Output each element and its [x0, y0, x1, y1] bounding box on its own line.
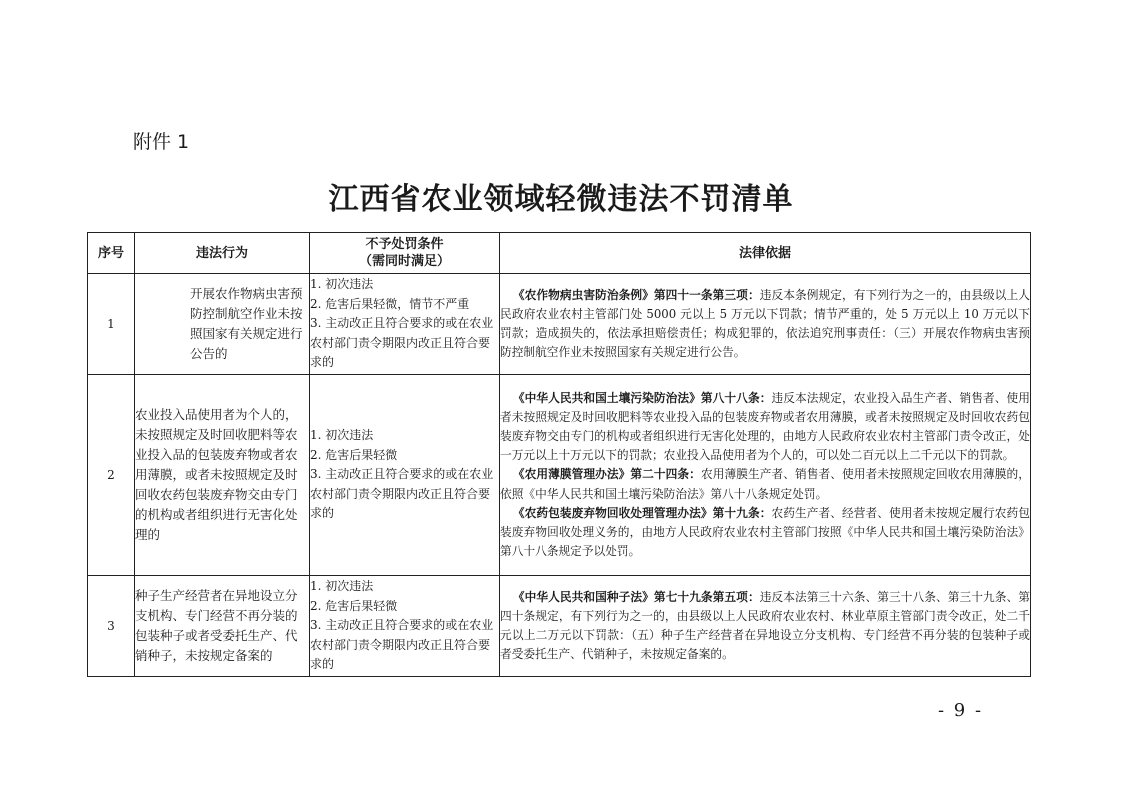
- row-cond: [310, 576, 500, 677]
- table-row: [88, 375, 1031, 576]
- cond-item: 2. 危害后果轻微，情节不严重: [310, 296, 470, 311]
- cond-item: 2. 危害后果轻微: [310, 447, 398, 462]
- basis-para: [500, 465, 1030, 503]
- row-act: 农业投入品使用者为个人的，未按照规定及时回收肥料等农业投入品的包装废弃物或者农用薄膜，或者未按照规定及时回收农药包装废弃物交由专门的机构或者组织进行无害化处理的: [135, 375, 310, 576]
- attachment-label: 附件 1: [133, 131, 190, 153]
- header-act: 违法行为: [135, 233, 310, 274]
- row-num: 3: [88, 576, 135, 677]
- law-text: 违反本条例规定，有下列行为之一的，由县级以上人民政府农业农村主管部门处 5000 元以上 5 万元以下罚款；情节严重的，处 5 万元以上 10 万元以下罚款；造成损失的，依法承担赔偿责任；构成犯罪的，依法追究刑事责任：（三）开展农作物病虫害预防控制航空作业未按照国家有关规定进行公告。: [500, 287, 1030, 360]
- law-ref: 《农药包装废弃物回收处理管理办法》第十九条：: [512, 505, 772, 520]
- table-row: [88, 576, 1031, 677]
- basis-para: [500, 588, 1030, 665]
- table-row: [88, 274, 1031, 375]
- law-ref: 《农用薄膜管理办法》第二十四条：: [512, 467, 701, 482]
- law-ref: 《农作物病虫害防治条例》第四十一条第三项：: [512, 287, 760, 302]
- cond-item: 2. 危害后果轻微: [310, 598, 398, 613]
- page-title: 江西省农业领域轻微违法不罚清单: [328, 182, 794, 217]
- header-basis: 法律依据: [500, 233, 1031, 274]
- cond-item: 3. 主动改正且符合要求的或在农业农村部门责令期限内改正且符合要求的: [310, 618, 494, 672]
- law-text: 违反本法第三十六条、第三十八条、第三十九条、第四十条规定，有下列行为之一的，由县级以上人民政府农业农村、林业草原主管部门责令改正，处二千元以上二万元以下罚款：（五）种子生产经营者在异地设立分支机构、专门经营不再分装的包装种子或者受委托生产、代销种子，未按规定备案的。: [500, 589, 1030, 662]
- law-ref: 《中华人民共和国土壤污染防治法》第八十八条：: [512, 390, 772, 405]
- basis-para: [500, 389, 1030, 466]
- row-num: 2: [88, 375, 135, 576]
- cond-item: 1. 初次违法: [310, 277, 374, 292]
- table-header-row: [88, 233, 1031, 274]
- law-text: 农用薄膜生产者、销售者、使用者未按照规定回收农用薄膜的，依照《中华人民共和国土壤污染防治法》第八十八条规定处罚。: [500, 467, 1030, 501]
- row-num: 1: [88, 274, 135, 375]
- header-cond-line1: 不予处罚条件: [365, 237, 444, 252]
- row-act: 开展农作物病虫害预防控制航空作业未按照国家有关规定进行公告的: [135, 274, 310, 375]
- cond-item: 1. 初次违法: [310, 579, 374, 594]
- header-cond-line2: （需同时满足）: [358, 254, 450, 269]
- cond-item: 1. 初次违法: [310, 428, 374, 443]
- row-cond: [310, 375, 500, 576]
- minor-violation-table: [87, 232, 1031, 677]
- law-text: 农药生产者、经营者、使用者未按规定履行农药包装废弃物回收处理义务的，由地方人民政府农业农村主管部门按照《中华人民共和国土壤污染防治法》第八十八条规定予以处罚。: [500, 505, 1030, 559]
- cond-item: 3. 主动改正且符合要求的或在农业农村部门责令期限内改正且符合要求的: [310, 467, 494, 521]
- law-text: 违反本法规定，农业投入品生产者、销售者、使用者未按照规定及时回收肥料等农业投入品的包装废弃物或者农用薄膜，或者未按照规定及时回收农药包装废弃物交由专门的机构或者组织进行无害化处理的，由地方人民政府农业农村主管部门责令改正，处一万元以上十万元以下的罚款；农业投入品使用者为个人的，可以处二百元以上二千元以下的罚款。: [500, 390, 1030, 463]
- row-basis: [500, 375, 1031, 576]
- basis-para: [500, 504, 1030, 562]
- row-basis: [500, 576, 1031, 677]
- row-act: 种子生产经营者在异地设立分支机构、专门经营不再分装的包装种子或者受委托生产、代销种子，未按规定备案的: [135, 576, 310, 677]
- law-ref: 《中华人民共和国种子法》第七十九条第五项：: [512, 589, 760, 604]
- header-cond: [310, 233, 500, 274]
- page-number: - 9 -: [938, 700, 984, 721]
- header-num: 序号: [88, 233, 135, 274]
- cond-item: 3. 主动改正且符合要求的或在农业农村部门责令期限内改正且符合要求的: [310, 316, 494, 370]
- row-cond: [310, 274, 500, 375]
- basis-para: [500, 286, 1030, 363]
- row-basis: [500, 274, 1031, 375]
